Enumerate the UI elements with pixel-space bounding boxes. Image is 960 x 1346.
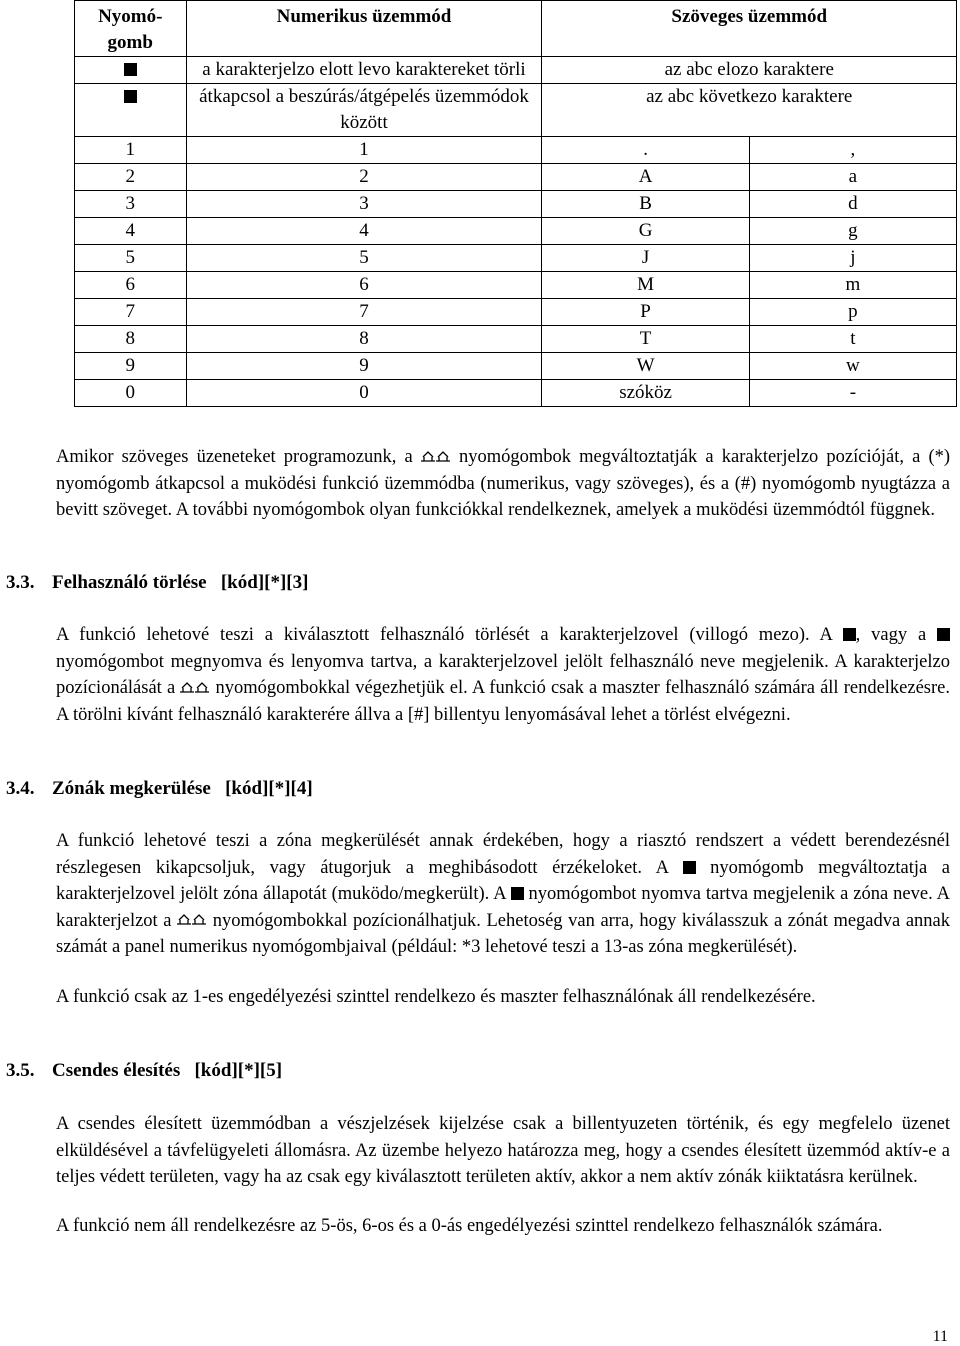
- table-cell-key: 1: [75, 137, 187, 164]
- table-cell-key: 3: [75, 191, 187, 218]
- table-cell-lower: j: [749, 245, 956, 272]
- section-title: Csendes élesítés: [52, 1060, 181, 1081]
- square-key-icon: [124, 63, 137, 76]
- table-row: [75, 245, 957, 272]
- square-key-icon: [937, 628, 950, 641]
- section-heading-3-4: [6, 778, 313, 800]
- table-cell-lower: p: [749, 299, 956, 326]
- section-title: Zónák megkerülése: [52, 778, 211, 799]
- table-cell-numeric: 8: [186, 326, 542, 353]
- table-cell-upper: A: [542, 164, 749, 191]
- table-cell-lower: w: [749, 353, 956, 380]
- text-run: , vagy a: [855, 625, 927, 645]
- square-key-icon: [124, 90, 137, 103]
- section-code: [kód][*][5]: [194, 1060, 283, 1081]
- table-cell-lower: d: [749, 191, 956, 218]
- arrow-keys-icon: [180, 682, 210, 696]
- square-key-icon: [683, 861, 696, 874]
- table-cell-upper: szóköz: [542, 380, 749, 407]
- table-cell-numeric: átkapcsol a beszúrás/átgépelés üzemmódok között: [186, 84, 542, 137]
- section-3-3-paragraph: [56, 622, 950, 728]
- table-row: [75, 84, 957, 137]
- table-cell-numeric: 0: [186, 380, 542, 407]
- section-title: Felhasználó törlése: [52, 572, 207, 593]
- page-number: 11: [932, 1328, 948, 1345]
- table-row: [75, 353, 957, 380]
- section-3-5-paragraph-2: [56, 1213, 950, 1240]
- table-row: [75, 326, 957, 353]
- square-key-icon: [511, 887, 524, 900]
- table-cell-lower: m: [749, 272, 956, 299]
- table-cell-lower: a: [749, 164, 956, 191]
- text-run: A csendes élesített üzemmódban a vészjelzések kijelzése csak a billentyuzeten történik, és egy megfelelo üzenet elküldésével a távfelügyeleti állomásra. Az üzembe helyezo határozza meg, hogy a csendes élesített üzemmód aktív-e a teljes védett területen, vagy ha az csak egy kiválasztott területen aktív, akkor a nem aktív zónák kiiktatásra kerülnek.: [56, 1114, 950, 1187]
- section-number: 3.4.: [6, 778, 35, 799]
- table-row: [75, 380, 957, 407]
- table-cell-upper: M: [542, 272, 749, 299]
- table-cell-key: 7: [75, 299, 187, 326]
- table-cell-key: 8: [75, 326, 187, 353]
- intro-text-a: Amikor szöveges üzeneteket programozunk, a: [56, 447, 413, 467]
- table-cell-text: az abc következo karaktere: [542, 84, 957, 137]
- table-cell-key: 0: [75, 380, 187, 407]
- table-row: [75, 164, 957, 191]
- table-cell-key: [75, 84, 187, 137]
- table-cell-numeric: 9: [186, 353, 542, 380]
- table-cell-text: az abc elozo karaktere: [542, 57, 957, 84]
- text-run: nyomógombokkal végezhetjük el. A funkció csak a maszter felhasználó számára áll rendelkezésre. A törölni kívánt felhasználó karakterére állva a [#] billentyu lenyomásával lehet a törlést elvégezni.: [56, 678, 951, 725]
- table-header-row: [75, 1, 957, 57]
- table-cell-numeric: a karakterjelzo elott levo karaktereket törli: [186, 57, 542, 84]
- table-cell-lower: t: [749, 326, 956, 353]
- section-heading-3-5: [6, 1060, 282, 1082]
- table-cell-key: 5: [75, 245, 187, 272]
- table-cell-upper: .: [542, 137, 749, 164]
- table-cell-key: 6: [75, 272, 187, 299]
- table-row: [75, 137, 957, 164]
- text-run: A funkció lehetové teszi a kiválasztott felhasználó törlését a karakterjelzovel (villogó mezo). A: [56, 625, 832, 645]
- table-cell-upper: J: [542, 245, 749, 272]
- text-run: A funkció csak az 1-es engedélyezési szinttel rendelkezo és maszter felhasználónak áll rendelkezésére.: [56, 987, 816, 1007]
- table-cell-numeric: 6: [186, 272, 542, 299]
- table-cell-numeric: 5: [186, 245, 542, 272]
- section-number: 3.3.: [6, 572, 35, 593]
- table-cell-numeric: 4: [186, 218, 542, 245]
- section-number: 3.5.: [6, 1060, 35, 1081]
- table-row: [75, 57, 957, 84]
- table-cell-upper: T: [542, 326, 749, 353]
- table-cell-numeric: 1: [186, 137, 542, 164]
- intro-paragraph: [56, 444, 950, 524]
- arrow-keys-icon: [177, 914, 207, 928]
- text-run: nyomógombot nyomva tartva megjelenik a zóna neve. A karakterjelzot a: [56, 884, 950, 931]
- text-run: nyomógomb megváltoztatja a karakterjelzovel jelölt zóna állapotát (muködo/megkerült). A: [56, 857, 951, 904]
- table-cell-numeric: 3: [186, 191, 542, 218]
- text-run: A funkció lehetové teszi a zóna megkerülését annak érdekében, hogy a riasztó rendszert a védett berendezésnél részlegesen kikapcsoljuk, vagy átugorjuk a meghibásodott érzékeloket. A: [56, 831, 950, 878]
- table-cell-numeric: 7: [186, 299, 542, 326]
- table-cell-upper: B: [542, 191, 749, 218]
- header-text: Szöveges üzemmód: [542, 1, 957, 57]
- text-run: nyomógombot megnyomva és lenyomva tartva, a karakterjelzovel jelölt felhasználó neve megjelenik. A karakterjelzo pozícionálását a: [56, 651, 950, 698]
- square-key-icon: [843, 628, 856, 641]
- text-run: nyomógombokkal pozícionálhatjuk. Lehetoség van arra, hogy kiválasszuk a zónát megadva annak számát a panel numerikus nyomógombjaival (például: *3 lehetové teszi a 13-as zóna megkerülését).: [56, 910, 951, 957]
- text-run: A funkció nem áll rendelkezésre az 5-ös, 6-os és a 0-ás engedélyezési szinttel rendelkezo felhasználók számára.: [56, 1216, 883, 1236]
- table-row: [75, 272, 957, 299]
- table-cell-upper: G: [542, 218, 749, 245]
- table-cell-lower: ,: [749, 137, 956, 164]
- table-row: [75, 299, 957, 326]
- header-key: Nyomó-gomb: [75, 1, 187, 57]
- section-3-5-paragraph: [56, 1111, 950, 1191]
- section-code: [kód][*][3]: [220, 572, 309, 593]
- table-cell-key: 9: [75, 353, 187, 380]
- header-numeric: Numerikus üzemmód: [186, 1, 542, 57]
- table-row: [75, 191, 957, 218]
- intro-text-b: nyomógombok megváltoztatják a karakterjelzo pozícióját, a (*) nyomógomb átkapcsol a muködési funkció üzemmódba (numerikus, vagy szöveges), és a (#) nyomógomb nyugtázza a bevitt szöveget. A további nyomógombok olyan funkciókkal rendelkeznek, amelyek a muködési üzemmódtól függnek.: [56, 447, 951, 520]
- table-cell-key: [75, 57, 187, 84]
- table-cell-upper: W: [542, 353, 749, 380]
- table-cell-key: 4: [75, 218, 187, 245]
- section-code: [kód][*][4]: [225, 778, 313, 799]
- key-function-table: [74, 0, 957, 407]
- table-cell-upper: P: [542, 299, 749, 326]
- table-cell-numeric: 2: [186, 164, 542, 191]
- table-cell-lower: -: [749, 380, 956, 407]
- section-heading-3-3: [6, 572, 308, 594]
- table-row: [75, 218, 957, 245]
- table-cell-lower: g: [749, 218, 956, 245]
- table-cell-key: 2: [75, 164, 187, 191]
- section-3-4-paragraph: [56, 828, 950, 961]
- section-3-4-paragraph-2: [56, 984, 950, 1011]
- arrow-keys-icon: [421, 451, 451, 465]
